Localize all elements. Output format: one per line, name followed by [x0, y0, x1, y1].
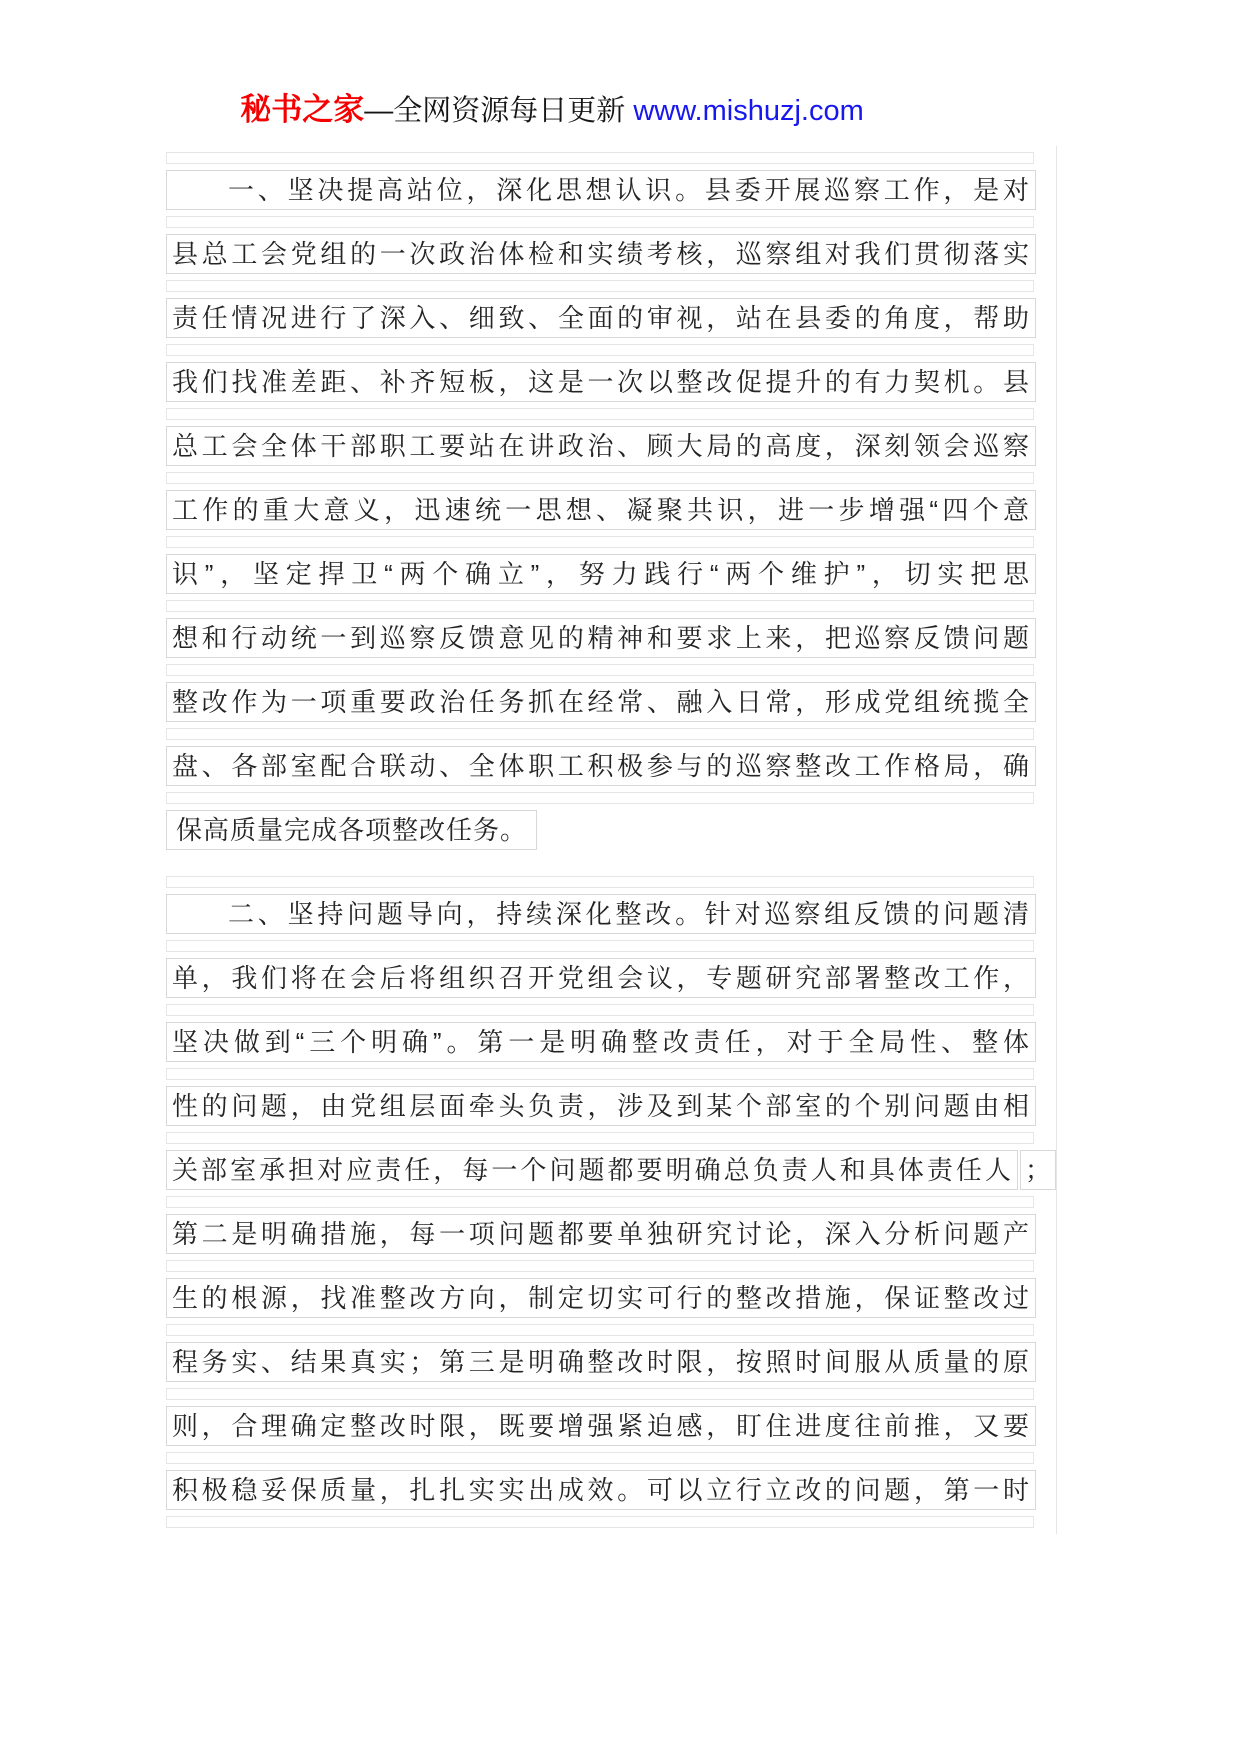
text-line: 识”，坚定捍卫“两个确立”，努力践行“两个维护”，切实把思	[166, 554, 1036, 594]
text-line-row	[166, 1342, 1056, 1382]
text-line-row	[166, 810, 1056, 850]
text-line-row	[166, 1470, 1056, 1510]
text-line-row	[166, 490, 1056, 530]
line-gap	[166, 876, 1034, 888]
site-url-link[interactable]: www.mishuzj.com	[633, 95, 864, 127]
text-line-row	[166, 1406, 1056, 1446]
line-gap	[166, 1132, 1034, 1144]
text-line: 责任情况进行了深入、细致、全面的审视，站在县委的角度，帮助	[166, 298, 1036, 338]
text-line: 总工会全体干部职工要站在讲政治、顾大局的高度，深刻领会巡察	[166, 426, 1036, 466]
text-line: 想和行动统一到巡察反馈意见的精神和要求上来，把巡察反馈问题	[166, 618, 1036, 658]
text-line: 一、坚决提高站位，深化思想认识。县委开展巡察工作，是对	[166, 170, 1036, 210]
text-line-row	[166, 362, 1056, 402]
text-line: 坚决做到“三个明确”。第一是明确整改责任，对于全局性、整体	[166, 1022, 1036, 1062]
line-gap	[166, 1452, 1034, 1464]
line-gap	[166, 408, 1034, 420]
line-gap	[166, 1068, 1034, 1080]
line-gap	[166, 152, 1034, 164]
line-gap	[166, 344, 1034, 356]
text-line: 二、坚持问题导向，持续深化整改。针对巡察组反馈的问题清	[166, 894, 1036, 934]
text-line-row	[166, 170, 1056, 210]
text-line-row	[166, 958, 1056, 998]
text-line-row	[166, 234, 1056, 274]
line-gap	[166, 472, 1034, 484]
text-line-row	[166, 1086, 1056, 1126]
line-gap	[166, 216, 1034, 228]
text-line-row	[166, 1278, 1056, 1318]
paragraph	[166, 876, 1056, 1510]
text-line-row	[166, 1150, 1056, 1190]
text-line-row	[166, 426, 1056, 466]
text-line: 则，合理确定整改时限，既要增强紧迫感，盯住进度往前推，又要	[166, 1406, 1036, 1446]
line-gap	[166, 536, 1034, 548]
text-line-row	[166, 298, 1056, 338]
document-body	[166, 146, 1057, 1534]
line-gap	[166, 600, 1034, 612]
text-line: 第二是明确措施，每一项问题都要单独研究讨论，深入分析问题产	[166, 1214, 1036, 1254]
line-gap	[166, 1324, 1034, 1336]
text-line: 工作的重大意义，迅速统一思想、凝聚共识，进一步增强“四个意	[166, 490, 1036, 530]
line-gap	[166, 1004, 1034, 1016]
site-tagline: —全网资源每日更新	[364, 95, 634, 127]
text-line-row	[166, 894, 1056, 934]
text-line-row	[166, 618, 1056, 658]
text-line: 关部室承担对应责任，每一个问题都要明确总负责人和具体责任人	[166, 1150, 1018, 1190]
text-line: 保高质量完成各项整改任务。	[166, 810, 537, 850]
text-line-row	[166, 1022, 1056, 1062]
text-line: 生的根源，找准整改方向，制定切实可行的整改措施，保证整改过	[166, 1278, 1036, 1318]
line-gap	[166, 1196, 1034, 1208]
line-gap	[166, 728, 1034, 740]
line-gap	[166, 280, 1034, 292]
site-brand: 秘书之家	[240, 92, 365, 127]
page-header	[0, 84, 1104, 129]
text-line: 我们找准差距、补齐短板，这是一次以整改促提升的有力契机。县	[166, 362, 1036, 402]
line-gap	[166, 1260, 1034, 1272]
text-line-row	[166, 554, 1056, 594]
text-line: 积极稳妥保质量，扎扎实实出成效。可以立行立改的问题，第一时	[166, 1470, 1036, 1510]
text-line: 盘、各部室配合联动、全体职工积极参与的巡察整改工作格局，确	[166, 746, 1036, 786]
line-gap	[166, 664, 1034, 676]
paragraph	[166, 152, 1056, 850]
text-line: 整改作为一项重要政治任务抓在经常、融入日常，形成党组统揽全	[166, 682, 1036, 722]
line-gap	[166, 1516, 1034, 1528]
line-gap	[166, 940, 1034, 952]
line-gap	[166, 792, 1034, 804]
text-line-row	[166, 746, 1056, 786]
text-line: 县总工会党组的一次政治体检和实绩考核，巡察组对我们贯彻落实	[166, 234, 1036, 274]
text-line-row	[166, 1214, 1056, 1254]
text-line: 性的问题，由党组层面牵头负责，涉及到某个部室的个别问题由相	[166, 1086, 1036, 1126]
text-line: 程务实、结果真实；第三是明确整改时限，按照时间服从质量的原	[166, 1342, 1036, 1382]
text-line-row	[166, 682, 1056, 722]
text-line: 单，我们将在会后将组织召开党组会议，专题研究部署整改工作，	[166, 958, 1036, 998]
line-gap	[166, 1388, 1034, 1400]
overflow-punctuation-box: ；	[1020, 1150, 1056, 1190]
